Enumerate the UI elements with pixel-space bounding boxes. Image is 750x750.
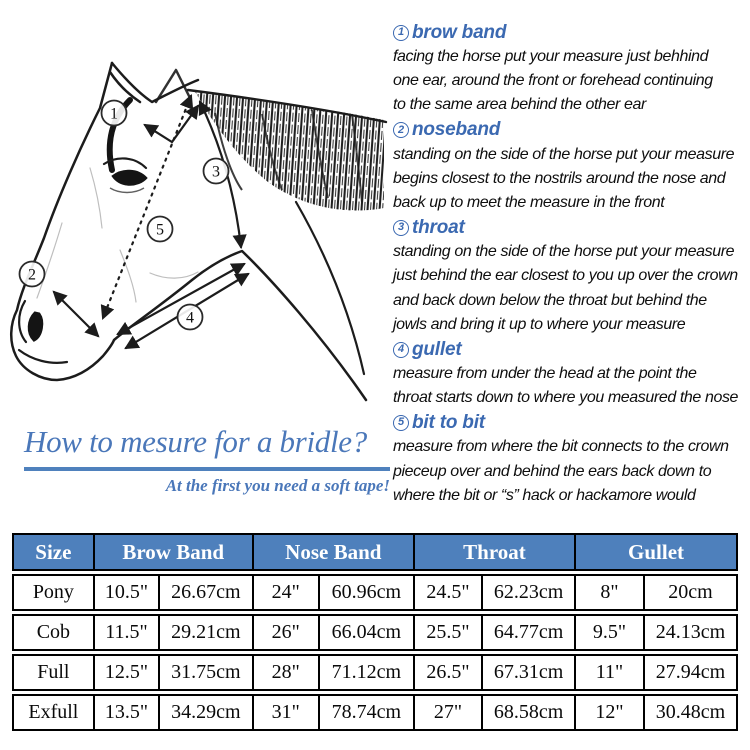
circled-number-3: 3 [393, 220, 409, 236]
value-cell: 11.5" [95, 614, 160, 651]
instruction-line: facing the horse put your measure just behhind [393, 48, 709, 65]
value-cell: 26" [254, 614, 320, 651]
svg-text:3: 3 [212, 163, 220, 181]
instruction-line: just behind the ear closest to you up over the crown [393, 267, 738, 285]
instruction-line: jowls and bring it up to where your measure [393, 315, 686, 333]
mane [188, 90, 386, 210]
horse-head-sketch [0, 18, 392, 422]
size-label: Pony [12, 574, 95, 611]
value-cell: 10.5" [95, 574, 160, 611]
svg-text:1: 1 [110, 105, 118, 123]
size-label: Cob [12, 614, 95, 651]
value-cell: 78.74cm [320, 694, 415, 731]
col-header-throat: Throat [415, 533, 576, 571]
size-label: Exfull [12, 694, 95, 731]
bit-to-bit-arrow [103, 96, 191, 318]
value-cell: 20cm [645, 574, 738, 611]
marker-2 [20, 262, 45, 287]
circled-number-4: 4 [393, 342, 409, 358]
instruction-line: pieceup over and behind the ears back down to [393, 462, 712, 480]
section-heading-throat [393, 215, 750, 240]
instruction-line: to the same area behind the other ear [393, 96, 646, 114]
value-cell: 26.5" [415, 654, 483, 691]
table-header-row [12, 533, 738, 571]
page-subtitle: At the first you need a soft tape! [165, 476, 390, 495]
value-cell: 24.5" [415, 574, 483, 611]
svg-text:2: 2 [28, 266, 36, 284]
value-cell: 31" [254, 694, 320, 731]
value-cell: 24.13cm [645, 614, 738, 651]
instruction-line: standing on the side of the horse put your measure [393, 243, 735, 261]
col-header-gullet: Gullet [576, 533, 738, 571]
instruction-line: standing on the side of the horse put your measure [393, 145, 735, 163]
section-heading-brow-band [393, 20, 750, 45]
col-header-brow-band: Brow Band [95, 533, 254, 571]
col-header-nose-band: Nose Band [254, 533, 415, 571]
value-cell: 27" [415, 694, 483, 731]
section-title: brow band [412, 21, 507, 43]
marker-4 [178, 305, 203, 330]
instruction-line: begins closest to the nostrils around the nose and [393, 169, 726, 187]
value-cell: 29.21cm [160, 614, 254, 651]
svg-text:4: 4 [186, 309, 194, 327]
value-cell: 68.58cm [483, 694, 576, 731]
section-heading-gullet [393, 337, 750, 362]
instruction-line: back up to meet the measure in the front [393, 194, 665, 212]
circled-number-5: 5 [393, 415, 409, 431]
value-cell: 30.48cm [645, 694, 738, 731]
marker-5 [148, 217, 173, 242]
section-title: gullet [412, 338, 462, 360]
value-cell: 11" [576, 654, 645, 691]
section-title: bit to bit [412, 411, 485, 433]
value-cell: 62.23cm [483, 574, 576, 611]
value-cell: 12" [576, 694, 645, 731]
value-cell: 26.67cm [160, 574, 254, 611]
section-heading-bit-to-bit [393, 410, 750, 435]
value-cell: 12.5" [95, 654, 160, 691]
noseband-arrow [54, 292, 98, 336]
instruction-line: and back down below the throat but behind the [393, 291, 707, 309]
circled-number-1: 1 [393, 25, 409, 41]
col-header-size: Size [12, 533, 95, 571]
shading-strokes [37, 168, 198, 302]
horse-head-diagram [0, 18, 392, 422]
value-cell: 64.77cm [483, 614, 576, 651]
value-cell: 60.96cm [320, 574, 415, 611]
value-cell: 31.75cm [160, 654, 254, 691]
instruction-line: one ear, around the front or forehead continuing [393, 72, 713, 90]
instruction-line: measure from under the head at the point the [393, 365, 697, 383]
value-cell: 28" [254, 654, 320, 691]
value-cell: 8" [576, 574, 645, 611]
table-row-full [12, 654, 738, 691]
value-cell: 25.5" [415, 614, 483, 651]
instruction-line: measure from where the bit connects to the crown [393, 438, 729, 456]
instructions-column [393, 20, 750, 508]
mouth-line [19, 350, 67, 363]
value-cell: 13.5" [95, 694, 160, 731]
marker-1 [102, 101, 127, 126]
marker-3 [204, 159, 229, 184]
section-title: noseband [412, 119, 501, 141]
table-row-exfull [12, 694, 738, 731]
brow-band-arrow [145, 106, 198, 142]
bridle-size-table [12, 530, 738, 734]
table-row-pony [12, 574, 738, 611]
title-block [24, 424, 390, 496]
page-title: How to mesure for a bridle? [24, 424, 367, 459]
svg-text:5: 5 [156, 221, 164, 239]
table-row-cob [12, 614, 738, 651]
circled-number-2: 2 [393, 122, 409, 138]
value-cell: 24" [254, 574, 320, 611]
section-heading-noseband [393, 118, 750, 143]
value-cell: 34.29cm [160, 694, 254, 731]
diagram-markers [20, 101, 229, 330]
value-cell: 9.5" [576, 614, 645, 651]
nostril [19, 301, 42, 342]
section-title: throat [412, 216, 465, 238]
instruction-line: where the bit or “s” hack or hackamore would [393, 486, 696, 504]
title-underline [24, 467, 390, 471]
instruction-line: throat starts down to where you measured the nose [393, 389, 739, 407]
value-cell: 27.94cm [645, 654, 738, 691]
size-label: Full [12, 654, 95, 691]
value-cell: 71.12cm [320, 654, 415, 691]
value-cell: 66.04cm [320, 614, 415, 651]
value-cell: 67.31cm [483, 654, 576, 691]
